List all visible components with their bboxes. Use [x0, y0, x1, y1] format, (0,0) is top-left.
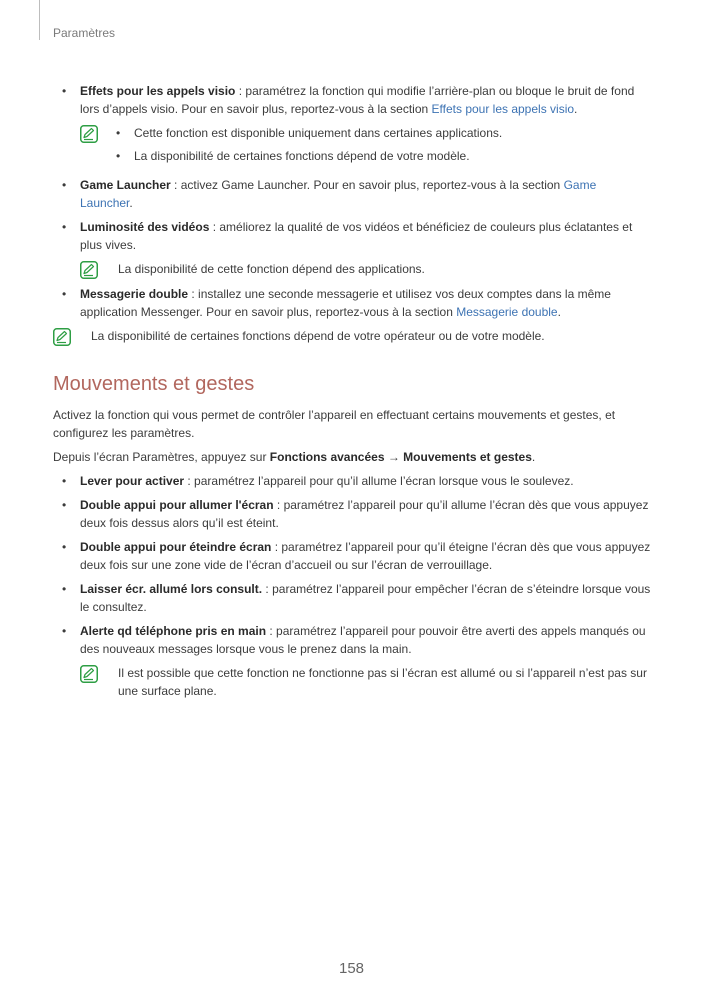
note-block	[80, 664, 651, 700]
item-term: Game Launcher	[80, 178, 171, 192]
note-icon	[80, 125, 98, 143]
note-block	[80, 124, 651, 170]
item-term: Double appui pour allumer l'écran	[80, 498, 274, 512]
note-item: • Cette fonction est disponible uniquement dans certaines applications.	[107, 124, 651, 142]
note-text: Il est possible que cette fonction ne fonctionne pas si l’écran est allumé ou si l’appareil n’est pas sur une surface plane.	[118, 666, 647, 698]
note-icon	[80, 261, 98, 279]
note-text: La disponibilité de cette fonction dépend des applications.	[118, 262, 425, 276]
item-term: Luminosité des vidéos	[80, 220, 210, 234]
item-term: Lever pour activer	[80, 474, 185, 488]
item-term: Effets pour les appels visio	[80, 84, 236, 98]
section-link[interactable]: Messagerie double	[456, 305, 558, 319]
settings-path: Depuis l’écran Paramètres, appuyez sur Fonctions avancées → Mouvements et gestes.	[53, 450, 536, 464]
note-icon	[80, 665, 98, 683]
item-term: Messagerie double	[80, 287, 189, 301]
list-item: • Messagerie double : installez une seconde messagerie et utilisez vos deux comptes dans la même application Messenger. Pour en savoir plus, reportez-vous à la section Messagerie double.	[53, 285, 651, 321]
running-header: Paramètres	[53, 26, 116, 40]
page-number: 158	[338, 960, 365, 977]
note-icon	[53, 328, 71, 346]
note-item: • La disponibilité de certaines fonctions dépend de votre modèle.	[107, 147, 651, 165]
list-item: • Luminosité des vidéos : améliorez la qualité de vos vidéos et bénéficiez de couleurs plus éclatantes et plus vives.	[53, 218, 651, 254]
item-term: Alerte qd téléphone pris en main	[80, 624, 267, 638]
section-title: Mouvements et gestes	[53, 373, 255, 395]
section-intro: Activez la fonction qui vous permet de contrôler l’appareil en effectuant certains mouvements et gestes, et configurez les paramètres.	[53, 408, 616, 440]
list-item: • Lever pour activer : paramétrez l’appareil pour qu’il allume l’écran lorsque vous le soulevez.	[53, 472, 651, 490]
list-item: • Effets pour les appels visio : paramétrez la fonction qui modifie l’arrière-plan ou bloque le bruit de fond lors d’appels visio. Pour en savoir plus, reportez-vous à la section Effets pour les appels visio.	[53, 82, 651, 118]
list-item: • Double appui pour éteindre écran : paramétrez l’appareil pour qu’il éteigne l’écran dès que vous appuyez deux fois sur une zone vide de l’écran d’accueil ou sur l’écran de verrouillage.	[53, 538, 651, 574]
list-item: • Alerte qd téléphone pris en main : paramétrez l’appareil pour pouvoir être averti des appels manqués ou des nouveaux messages lorsque vous le prenez dans la main.	[53, 622, 651, 658]
item-term: Laisser écr. allumé lors consult.	[80, 582, 263, 596]
note-text: La disponibilité de certaines fonctions dépend de votre opérateur ou de votre modèle.	[91, 329, 545, 343]
list-item: • Laisser écr. allumé lors consult. : paramétrez l’appareil pour empêcher l’écran de s’éteindre lorsque vous le consultez.	[53, 580, 651, 616]
note-block	[80, 260, 651, 279]
section-link[interactable]: Effets pour les appels visio	[431, 102, 575, 116]
section-link[interactable]: Game Launcher	[80, 178, 597, 210]
page-content	[53, 82, 651, 706]
item-term: Double appui pour éteindre écran	[80, 540, 272, 554]
header-rule	[39, 0, 40, 40]
list-item: • Game Launcher : activez Game Launcher. Pour en savoir plus, reportez-vous à la section Game Launcher.	[53, 176, 651, 212]
note-block	[53, 327, 651, 346]
list-item: • Double appui pour allumer l'écran : paramétrez l’appareil pour qu’il allume l’écran dès que vous appuyez deux fois dessus alors qu’il est éteint.	[53, 496, 651, 532]
